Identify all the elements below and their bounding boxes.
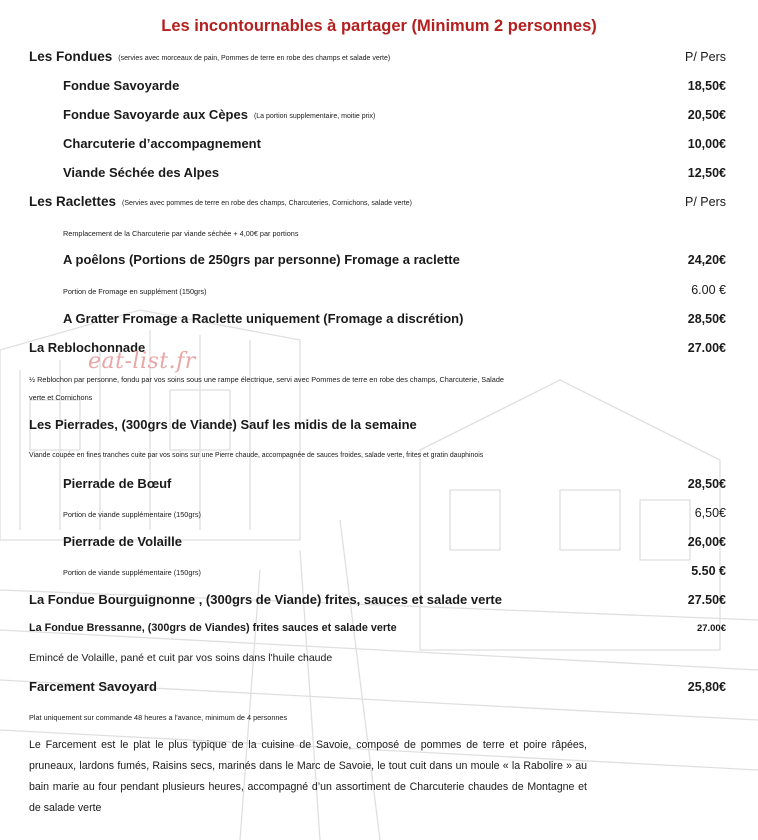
price-pierrade-boeuf: 28,50€	[687, 477, 726, 491]
section-fondues-note: (servies avec morceaux de pain, Pommes de terre en robe des champs et salade verte)	[118, 55, 391, 62]
pierrades-desc: Viande coupée en fines tranches cuite par vos soins sur une Pierre chaude, accompagnée de sauces froides, salade verte, frites et gratin dauphinois	[29, 452, 484, 459]
bressanne-desc: Emincé de Volaille, pané et cuit par vos soins dans l'huile chaude	[29, 652, 333, 664]
price-raclette-poelon: 24,20€	[687, 253, 726, 267]
fondues-unit: P/ Pers	[685, 50, 726, 64]
watermark: eat-list.fr	[88, 349, 196, 374]
section-reblochonnade: La Reblochonnade	[29, 340, 146, 355]
price-pierrade-volaille-supp: 5.50 €	[691, 564, 726, 578]
price-raclette-gratter: 28,50€	[687, 312, 726, 326]
section-bressanne: La Fondue Bressanne, (300grs de Viandes) frites sauces et salade verte	[29, 622, 397, 634]
price-viande-sechee: 12,50€	[687, 166, 726, 180]
item-charcuterie: Charcuterie d’accompagnement	[63, 136, 261, 151]
section-raclettes-note: (Servies avec pommes de terre en robe des champs, Charcuteries, Cornichons, salade verte)	[122, 200, 412, 207]
price-charcuterie: 10,00€	[687, 137, 726, 151]
section-fondues	[29, 49, 390, 64]
item-fondue-cepes	[63, 107, 375, 122]
section-fondues-title: Les Fondues	[29, 49, 113, 64]
section-raclettes	[29, 194, 412, 209]
section-pierrades: Les Pierrades, (300grs de Viande) Sauf les midis de la semaine	[29, 417, 417, 432]
section-farcement: Farcement Savoyard	[29, 679, 157, 694]
price-farcement: 25,80€	[687, 680, 726, 694]
item-pierrade-volaille: Pierrade de Volaille	[63, 534, 182, 549]
section-bourguignonne: La Fondue Bourguignonne , (300grs de Viande) frites, sauces et salade verte	[29, 592, 502, 607]
menu-title: Les incontournables à partager (Minimum 2 personnes)	[161, 17, 597, 35]
pierrade-volaille-supp-note: Portion de viande supplémentaire (150grs)	[63, 568, 201, 577]
item-fondue-savoyarde: Fondue Savoyarde	[63, 78, 180, 93]
item-pierrade-boeuf: Pierrade de Bœuf	[63, 476, 172, 491]
price-pierrade-volaille: 26,00€	[687, 535, 726, 549]
reblochonnade-desc-line2: verte et Cornichons	[29, 393, 93, 402]
price-bressanne: 27.00€	[696, 623, 726, 634]
reblochonnade-desc-line1: ½ Reblochon par personne, fondu par vos soins sous une rampe électrique, servi avec Pommes de terre en robe des champs, Charcuterie, Salade	[29, 375, 504, 384]
item-fondue-cepes-name: Fondue Savoyarde aux Cèpes	[63, 107, 248, 122]
raclette-supplement-note: Portion de Fromage en supplément (150grs)	[63, 287, 207, 296]
pierrade-boeuf-supp-note: Portion de viande supplémentaire (150grs)	[63, 510, 201, 519]
farcement-desc: Le Farcement est le plat le plus typique de la cuisine de Savoie, composé de pommes de terre et poire râpées, pruneaux, lardons fumés, Raisins secs, marinés dans le Marc de Savoie, le tout cuit dans un moule « la Rabolire » au bain marie au four pendant plusieurs heures, accompagné d’un assortiment de Charcuterie chaudes de Montagne et de salade verte	[29, 739, 587, 814]
item-raclette-gratter: A Gratter Fromage a Raclette uniquement (Fromage a discrétion)	[63, 311, 464, 326]
raclettes-unit: P/ Pers	[685, 195, 726, 209]
item-raclette-poelon: A poêlons (Portions de 250grs par personne) Fromage a raclette	[63, 252, 460, 267]
price-fondue-cepes: 20,50€	[687, 108, 726, 122]
price-bourguignonne: 27.50€	[687, 593, 726, 607]
price-fondue-savoyarde: 18,50€	[687, 79, 726, 93]
raclette-replacement-note: Remplacement de la Charcuterie par viande séchée + 4,00€ par portions	[63, 229, 299, 238]
section-raclettes-title: Les Raclettes	[29, 194, 117, 209]
item-fondue-cepes-note: (La portion supplementaire, moitie prix)	[253, 113, 376, 120]
price-raclette-supplement: 6.00 €	[691, 283, 726, 297]
item-viande-sechee: Viande Séchée des Alpes	[63, 165, 220, 180]
price-reblochonnade: 27.00€	[687, 341, 726, 355]
farcement-note: Plat uniquement sur commande 48 heures a l'avance, minimum de 4 personnes	[29, 713, 288, 722]
price-pierrade-boeuf-supp: 6,50€	[694, 506, 726, 520]
